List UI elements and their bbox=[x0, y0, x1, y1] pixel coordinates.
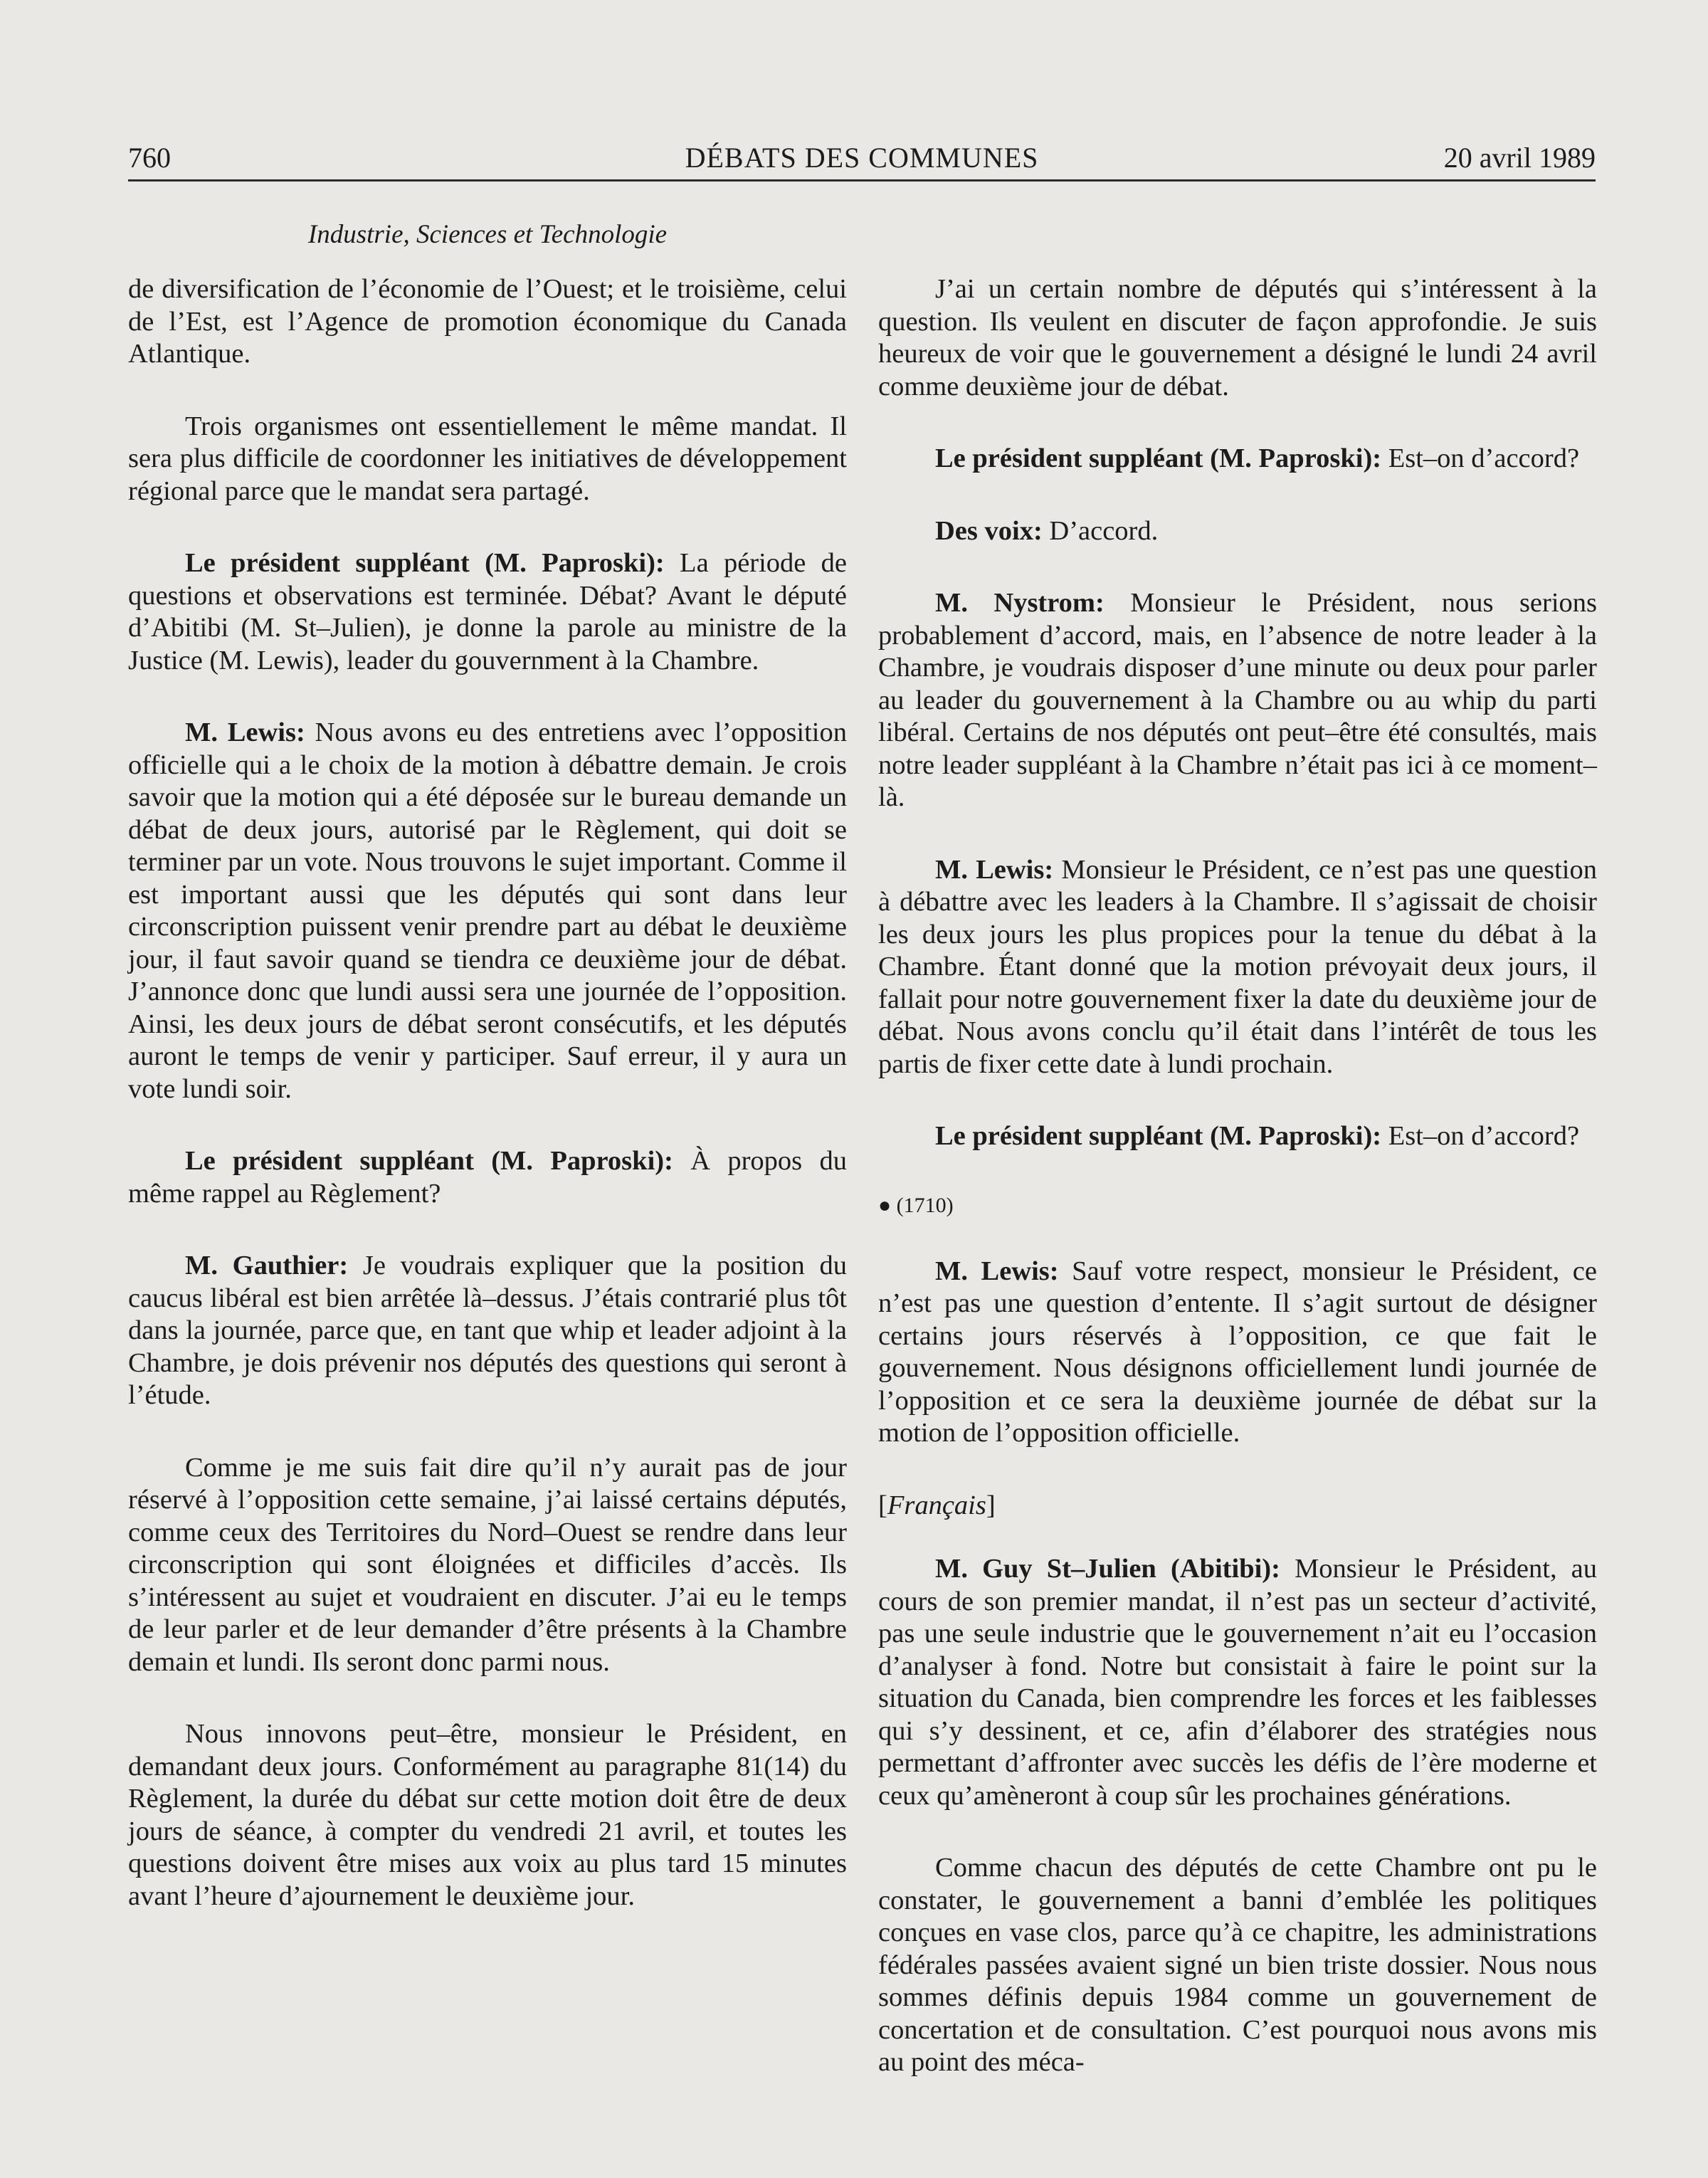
publication-date: 20 avril 1989 bbox=[1443, 142, 1596, 174]
left-column bbox=[128, 273, 847, 1952]
paragraph: Le président suppléant (M. Paproski): La période de questions et observations est terminée. Débat? Avant le député d’Abitibi (M. St–Julien), je donne la parole au ministre de la Justice (M. Lewis), leader du gouvernment à la Chambre. bbox=[128, 548, 848, 675]
paragraph: M. Lewis: Sauf votre respect, monsieur le Président, ce n’est pas une question d’entente. Il s’agit surtout de désigner certains jours réservés à l’opposition, ce que fait le gouvernement. Nous désignons officiellement lundi journée de l’opposition et ce sera la deuxième journée de débat sur la motion de l’opposition officielle. bbox=[878, 1256, 1597, 1448]
time-marker: ● (1710) bbox=[878, 1193, 954, 1217]
paragraph: de diversification de l’économie de l’Ouest; et le troisième, celui de l’Est, est l’Agence de promotion économique du Canada Atlantique. bbox=[128, 274, 847, 369]
speaker-name: M. Lewis: bbox=[935, 854, 1054, 885]
paragraph: Le président suppléant (M. Paproski): À propos du même rappel au Règlement? bbox=[128, 1146, 847, 1209]
paragraph: M. Nystrom: Monsieur le Président, nous serions probablement d’accord, mais, en l’absence de notre leader à la Chambre, je voudrais disposer d’une minute ou deux pour parler au leader du gouvernement à la Chambre ou au whip du parti libéral. Certains de nos députés ont peut–être été consultés, mais notre leader suppléant à la Chambre n’était pas ici à ce moment–là. bbox=[878, 588, 1598, 812]
section-title: Industrie, Sciences et Technologie bbox=[307, 220, 668, 249]
right-column bbox=[878, 273, 1597, 2119]
speaker-name: M. Nystrom: bbox=[935, 588, 1105, 618]
paragraph: Le président suppléant (M. Paproski): Est–on d’accord? bbox=[935, 443, 1580, 473]
speaker-name: Le président suppléant (M. Paproski): bbox=[185, 1146, 673, 1176]
paragraph: M. Lewis: Monsieur le Président, ce n’est pas une question à débattre avec les leaders à la Chambre. Il s’agissait de choisir les deux jours les plus propices pour la tenue du débat à la Chambre. Étant donné que la motion prévoyait deux jours, il fallait pour notre gouvernement fixer la date du deuxième jour de débat. Nous avons conclu qu’il était dans l’intérêt de tous les partis de fixer cette date à lundi prochain. bbox=[878, 854, 1598, 1079]
paragraph: M. Gauthier: Je voudrais expliquer que la position du caucus libéral est bien arrêtée là–dessus. J’étais contrarié plus tôt dans la journée, parce que, en tant que whip et leader adjoint à la Chambre, je dois prévenir nos députés des questions qui seront à l’étude. bbox=[128, 1251, 847, 1410]
paragraph: Des voix: D’accord. bbox=[935, 515, 1159, 546]
speaker-name: M. Guy St–Julien (Abitibi): bbox=[935, 1554, 1280, 1584]
speaker-name: Le président suppléant (M. Paproski): bbox=[935, 443, 1382, 473]
speaker-name: Des voix: bbox=[935, 515, 1043, 546]
paragraph: Le président suppléant (M. Paproski): Est–on d’accord? bbox=[935, 1121, 1580, 1151]
paragraph: Comme je me suis fait dire qu’il n’y aurait pas de jour réservé à l’opposition cette semaine, j’ai laissé certains députés, comme ceux des Territoires du Nord–Ouest se rendre dans leur circonscription qui sont éloignées et difficiles d’accès. Ils s’intéressent au sujet et voudraient en discuter. J’ai eu le temps de leur parler et de leur demander d’être présents à la Chambre demain et lundi. Ils seront donc parmi nous. bbox=[128, 1452, 847, 1677]
speaker-name: M. Lewis: bbox=[185, 717, 305, 747]
paragraph: Trois organismes ont essentiellement le même mandat. Il sera plus difficile de coordonner les initiatives de développement régional parce que le mandat sera partagé. bbox=[128, 411, 847, 506]
paragraph: M. Lewis: Nous avons eu des entretiens avec l’opposition officielle qui a le choix de la motion à débattre demain. Je crois savoir que la motion qui a été déposée sur le bureau demande un débat de deux jours, autorisé par le Règlement, qui doit se terminer par un vote. Nous trouvons le sujet important. Comme il est important aussi que les députés qui sont dans leur circonscription puissent venir prendre part au débat le deuxième jour, il faut savoir quand se tiendra ce deuxième jour de débat. J’annonce donc que lundi aussi sera une journée de l’opposition. Ainsi, les deux jours de débat seront consécutifs, et les députés auront le temps de venir y participer. Sauf erreur, il y aura un vote lundi soir. bbox=[128, 717, 847, 1104]
speaker-name: Le président suppléant (M. Paproski): bbox=[185, 548, 665, 578]
header-rule bbox=[128, 179, 1596, 182]
speaker-name: M. Lewis: bbox=[935, 1256, 1059, 1286]
paragraph: J’ai un certain nombre de députés qui s’intéressent à la question. Ils veulent en discuter de façon approfondie. Je suis heureux de voir que le gouvernement a désigné le lundi 24 avril comme deuxième jour de débat. bbox=[878, 274, 1597, 401]
paragraph: M. Guy St–Julien (Abitibi): Monsieur le Président, au cours de son premier mandat, il n’est pas un secteur d’activité, pas une seule industrie que le gouvernement n’ait eu l’occasion d’analyser à fond. Notre but consistait à faire le point sur la situation du Canada, bien comprendre les forces et les faiblesses qui s’y dessinent, et ce, afin d’élaborer des stratégies nous permettant d’affronter avec succès les défis de l’ère moderne et ceux qu’amèneront à coup sûr les prochaines générations. bbox=[878, 1554, 1598, 1811]
speaker-name: M. Gauthier: bbox=[185, 1251, 349, 1280]
page-number: 760 bbox=[128, 142, 171, 174]
page-header bbox=[128, 141, 1596, 181]
paragraph: Comme chacun des députés de cette Chambre ont pu le constater, le gouvernement a banni d’emblée les politiques conçues en vase clos, parce qu’à ce chapitre, les administrations fédérales passées avaient signé un bien triste dossier. Nous nous sommes définis depuis 1984 comme un gouvernement de concertation et de consultation. C’est pourquoi nous avons mis au point des méca- bbox=[878, 1853, 1597, 2077]
speaker-name: Le président suppléant (M. Paproski): bbox=[935, 1121, 1382, 1151]
paragraph: Nous innovons peut–être, monsieur le Président, en demandant deux jours. Conformément au paragraphe 81(14) du Règlement, la durée du débat sur cette motion doit être de deux jours de séance, à compter du vendredi 21 avril, et toutes les questions doivent être mises aux voix au plus tard 15 minutes avant l’heure d’ajournement le deuxième jour. bbox=[128, 1719, 847, 1911]
language-marker: [Français] bbox=[878, 1490, 996, 1520]
publication-title: DÉBATS DES COMMUNES bbox=[685, 142, 1039, 174]
